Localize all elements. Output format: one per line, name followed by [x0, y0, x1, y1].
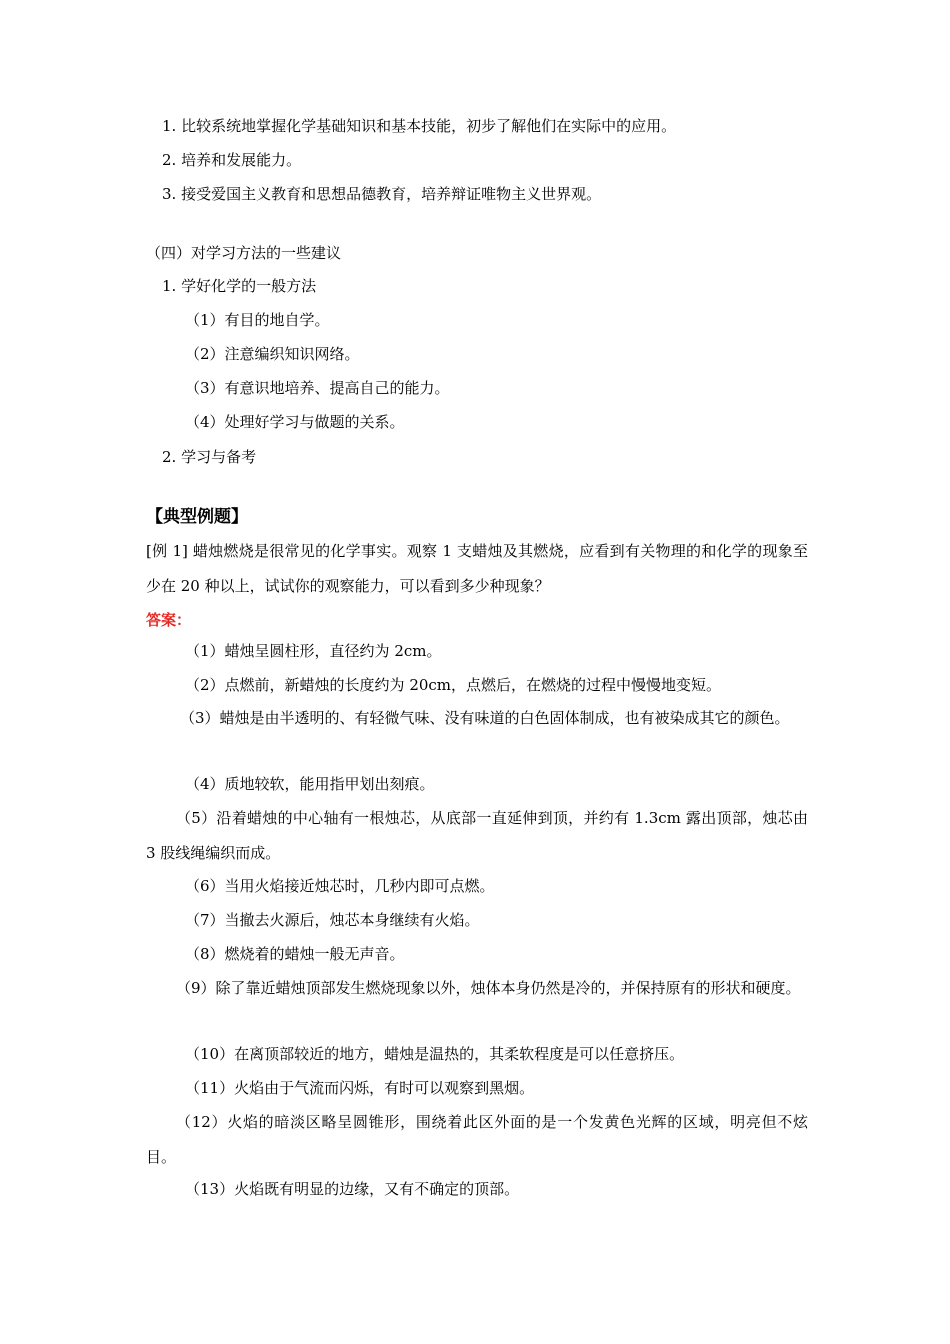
- method-subitem: （2）注意编织知识网络。: [185, 345, 360, 363]
- section-title: （四）对学习方法的一些建议: [146, 244, 342, 262]
- answer-item: （5）沿着蜡烛的中心轴有一根烛芯，从底部一直延伸到顶，并约有 1.3cm 露出顶部，烛芯由 3 股线绳编织而成。: [146, 809, 808, 862]
- answer-item: （6）当用火焰接近烛芯时，几秒内即可点燃。: [185, 877, 495, 895]
- answer-item: （9）除了靠近蜡烛顶部发生燃烧现象以外，烛体本身仍然是冷的，并保持原有的形状和硬度。: [176, 979, 801, 997]
- method-item: 1. 学好化学的一般方法: [162, 277, 317, 295]
- goal-item: 1. 比较系统地掌握化学基础知识和基本技能，初步了解他们在实际中的应用。: [162, 117, 677, 135]
- goal-item: 3. 接受爱国主义教育和思想品德教育，培养辩证唯物主义世界观。: [162, 185, 602, 203]
- answer-item: （4）质地较软，能用指甲划出刻痕。: [185, 775, 435, 793]
- answer-item: （11）火焰由于气流而闪烁，有时可以观察到黑烟。: [185, 1079, 535, 1097]
- answer-item: （13）火焰既有明显的边缘，又有不确定的顶部。: [185, 1180, 520, 1198]
- answer-item: （10）在离顶部较近的地方，蜡烛是温热的，其柔软程度是可以任意挤压。: [185, 1045, 685, 1063]
- answer-item: （2）点燃前，新蜡烛的长度约为 20cm，点燃后，在燃烧的过程中慢慢地变短。: [185, 676, 722, 694]
- answer-item: （8）燃烧着的蜡烛一般无声音。: [185, 945, 405, 963]
- method-subitem: （4）处理好学习与做题的关系。: [185, 413, 405, 431]
- example-question: [例 1] 蜡烛燃烧是很常见的化学事实。观察 1 支蜡烛及其燃烧，应看到有关物理的和化学的现象至少在 20 种以上，试试你的观察能力，可以看到多少种现象？: [146, 542, 808, 595]
- method-subitem: （1）有目的地自学。: [185, 311, 330, 329]
- answer-item: （7）当撤去火源后，烛芯本身继续有火焰。: [185, 911, 480, 929]
- answer-item: （12）火焰的暗淡区略呈圆锥形，围绕着此区外面的是一个发黄色光辉的区域，明亮但不炫目。: [146, 1113, 808, 1166]
- examples-heading: 【典型例题】: [146, 507, 248, 527]
- method-item: 2. 学习与备考: [162, 448, 257, 466]
- goal-item: 2. 培养和发展能力。: [162, 151, 302, 169]
- answer-item: （3）蜡烛是由半透明的、有轻微气味、没有味道的白色固体制成，也有被染成其它的颜色。: [180, 709, 790, 727]
- answer-label: 答案：: [146, 611, 192, 629]
- answer-item: （1）蜡烛呈圆柱形，直径约为 2cm。: [185, 642, 442, 660]
- method-subitem: （3）有意识地培养、提高自己的能力。: [185, 379, 450, 397]
